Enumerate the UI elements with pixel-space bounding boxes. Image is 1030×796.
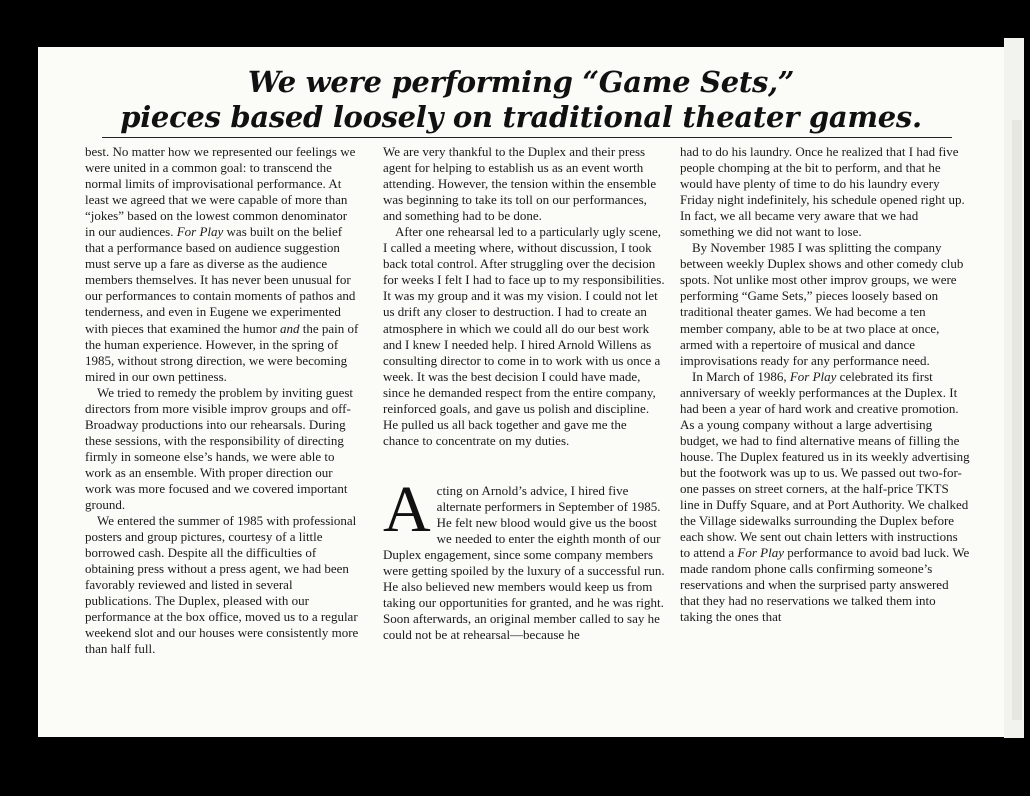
column-2 bbox=[383, 144, 665, 643]
magazine-page bbox=[38, 47, 1004, 737]
column-3-paragraph-2: By November 1985 I was splitting the company between weekly Duplex shows and other comedy club spots. Not unlike most other improv groups, we were performing “Game Sets,” pieces loosely based on traditional theater games. We had become a ten member company, able to be at two place at once, armed with a repertoire of musical and dance improvisations ready for any performance need. bbox=[680, 240, 964, 368]
drop-cap: A bbox=[383, 472, 431, 546]
section-break bbox=[383, 449, 665, 466]
column-3-paragraph-1: had to do his laundry. Once he realized that I had five people chomping at the bit to perform, and that he would have plenty of time to do his laundry every Friday night indefinitely, his schedule opened right up. In fact, we all became very aware that we had something we did not want to lose. bbox=[680, 144, 965, 240]
adjacent-page-shadow bbox=[1012, 120, 1022, 720]
column-1-paragraph-2: We tried to remedy the problem by inviting guest directors from more visible improv groups and off-Broadway productions into our rehearsals. During these sessions, with the responsibility of directing firmly in someone else’s hands, we were able to work as an ensemble. With proper direction our work was more focused and we covered important ground. bbox=[85, 384, 354, 513]
column-2-paragraph-3: Acting on Arnold’s advice, I hired five alternate performers in September of 1985. He felt new blood would give us the boost we needed to enter the eighth month of our Duplex engagement, since some company members were getting spoiled by the luxury of a successful run. He also believed new members would keep us from taking our opportunities for granted, and he was right. Soon afterwards, an original member called to say he could not be at rehearsal—because he bbox=[383, 472, 665, 643]
column-3 bbox=[680, 144, 970, 625]
column-2-paragraph-2: After one rehearsal led to a particularly ugly scene, I called a meeting where, without discussion, I took back total control. After struggling over the decision for weeks I felt I had to face up to my responsibilities. It was my group and it was my vision. I could not let us drift any closer to destruction. I had to create an atmosphere in which we could all do our best work and I knew I needed help. I hired Arnold Willens as consulting director to come in to work with us once a week. It was the best decision I could have made, since he demanded respect from the entire company, reinforced goals, and gave us polish and discipline. He pulled us all back together and gave me the chance to concentrate on my duties. bbox=[383, 224, 665, 448]
headline-line-2: pieces based loosely on traditional theater games. bbox=[120, 100, 922, 134]
column-2-paragraph-1: We are very thankful to the Duplex and their press agent for helping to establish us as an event worth attending. However, the tension within the ensemble was beginning to take its toll on our performances, and something had to be done. bbox=[383, 144, 657, 224]
column-3-paragraph-3: In March of 1986, For Play celebrated its first anniversary of weekly performances at the Duplex. It had been a year of hard work and creative promotion. As a young company without a large advertising budget, we had to find alternative means of filling the house. The Duplex featured us in its weekly advertising but the footwork was up to us. We passed out two-for-one passes on street corners, at the half-price TKTS line in Duffy Square, and at Port Authority. We chalked the Village sidewalks surrounding the Duplex before each show. We sent out chain letters with instructions to attend a For Play performance to avoid bad luck. We made random phone calls confirming someone’s reservations and when the surprised party answered that they had no reservations we talked them into taking the ones that bbox=[680, 368, 970, 625]
headline-rule bbox=[102, 137, 952, 138]
column-1-paragraph-1: best. No matter how we represented our feelings we were united in a common goal: to transcend the normal limits of improvisational performance. At least we agreed that we were capable of more than “jokes” based on the lowest common denominator in our audiences. For Play was built on the belief that a performance based on audience suggestion must serve up a fare as diverse as the audience members themselves. It has never been unusual for our performances to contain moments of pathos and tenderness, and even in Eugene we experimented with pieces that examined the humor and the pain of the human experience. However, in the spring of 1985, without strong direction, we were becoming mired in our own pettiness. bbox=[85, 144, 359, 384]
column-1 bbox=[85, 144, 360, 658]
headline-line-1: We were performing “Game Sets,” bbox=[247, 65, 795, 99]
column-1-paragraph-3: We entered the summer of 1985 with professional posters and group pictures, courtesy of a little borrowed cash. Despite all the difficulties of obtaining press without a press agent, we had been favorably reviewed and listed in several publications. The Duplex, pleased with our performance at the box office, moved us to a regular weekend slot and our houses were consistently more than half full. bbox=[85, 513, 359, 657]
headline bbox=[38, 65, 1004, 135]
